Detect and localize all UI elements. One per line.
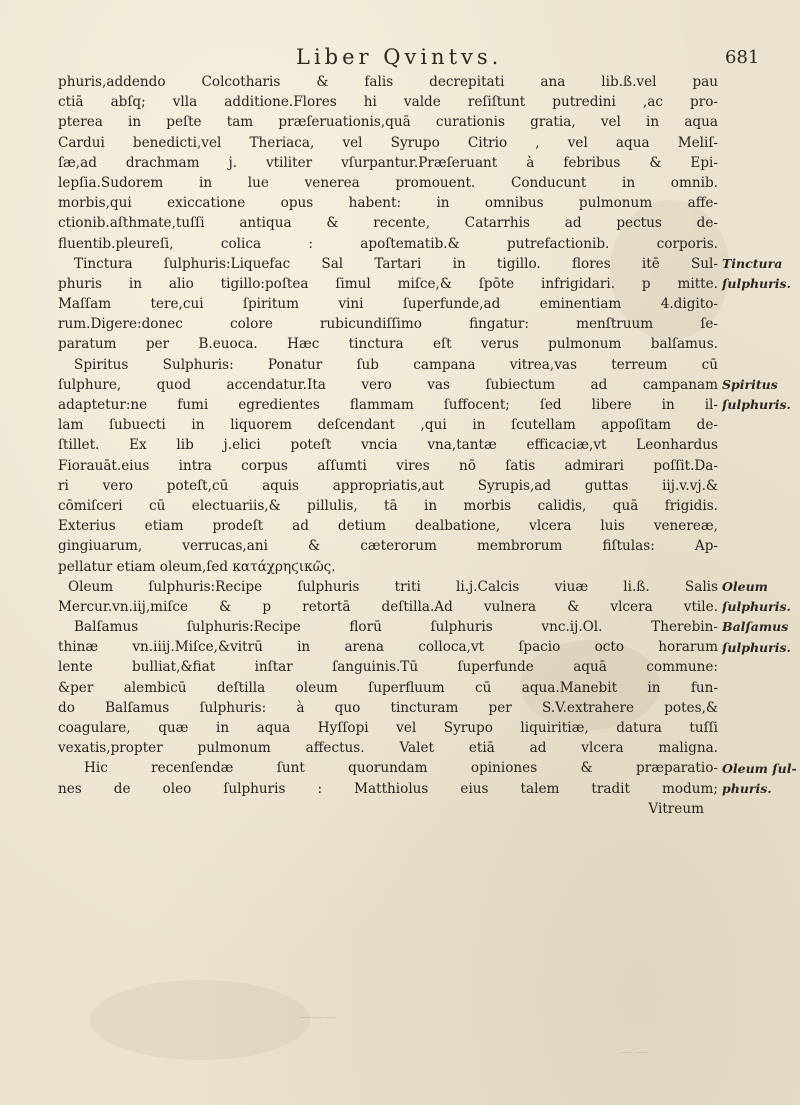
show-through-text: ——— (300, 1010, 336, 1024)
text-line: Hic recenſendæ ſunt quorundam opiniones & præparatio- (84, 760, 718, 777)
margin-note-tinctura: Tinctura (722, 255, 783, 271)
text-line: Cardui benedicti,vel Theriaca, vel Syrupo Citrio , vel aqua Meliſ- (58, 134, 718, 151)
text-line: Tinctura ſulphuris:Liquefac Sal Tartari in tigillo. flores itē Sul- (74, 255, 718, 272)
text-line: fluentib.pleureſi, colica : apoſtematib.& putrefactionib. corporis. (58, 235, 718, 252)
text-line: lente bulliat,&fiat inſtar ſanguinis.Tū ſuperfunde aquā commune: (58, 659, 718, 676)
text-line: ri vero poteſt,cū aquis appropriatis,aut Syrupis,ad guttas iij.v.vj.& (58, 477, 718, 494)
text-line: ctiā abſq; vlla additione.Flores hi valde reſiſtunt putredini ,ac pro- (58, 94, 718, 111)
text-line: phuris in alio tigillo:poſtea ſimul miſce,& ſpōte infrigidari. p mitte. (58, 275, 718, 292)
text-line: pellatur etiam oleum,ſed κατάχρηϛικῶς. (58, 558, 336, 575)
margin-note-oleum-sulphuris-2: phuris. (722, 781, 772, 796)
margin-note-tinctura-2: ſulphuris. (722, 276, 791, 291)
text-line: Mercur.vn.iij,miſce & p retortā deſtilla.Ad vulnera & vlcera vtile. (58, 598, 718, 615)
margin-note-oleum-2: ſulphuris. (722, 599, 791, 615)
text-line: rum.Digere:donec colore rubicundiſſimo fingatur: menſtruum ſe- (58, 316, 718, 333)
running-title: Liber Qvintvs. (296, 45, 503, 69)
margin-note-oleum: Oleum (722, 579, 768, 594)
text-line: Maſſam tere,cui ſpiritum vini ſuperfunde,ad eminentiam 4.digito- (58, 296, 718, 313)
text-line: paratum per B.euoca. Hæc tinctura eſt verus pulmonum balſamus. (58, 336, 718, 353)
text-line: vexatis,propter pulmonum affectus. Valet etiā ad vlcera maligna. (58, 740, 718, 757)
text-line: ctionib.aſthmate,tuſſi antiqua & recente, Catarrhis ad pectus de- (58, 215, 718, 232)
catchword: Vitreum (648, 800, 704, 817)
margin-note-spiritus: Spiritus (722, 377, 778, 392)
body-text (58, 72, 718, 819)
text-line: gingiuarum, verrucas,ani & cæterorum membrorum fiſtulas: Ap- (58, 538, 718, 555)
text-line: thinæ vn.iiij.Miſce,&vitrū in arena colloca,vt ſpacio octo horarum (58, 639, 718, 656)
text-line: &per alembicū deſtilla oleum ſuperfluum cū aqua.Manebit in fun- (58, 679, 718, 696)
margin-note-balsamus: Balſamus (722, 619, 789, 635)
text-line: phuris,addendo Colcotharis & falis decrepitati ana lib.ß.vel pau (58, 74, 718, 90)
text-line: lam ſubuecti in liquorem deſcendant ,qui in ſcutellam appoſitam de- (58, 417, 718, 434)
text-line: ſtillet. Ex lib j.elici poteſt vncia vna,tantæ efficaciæ,vt Leonhardus (58, 437, 718, 454)
text-line: Spiritus Sulphuris: Ponatur ſub campana vitrea,vas terreum cū (74, 356, 718, 373)
show-through-text: — — (620, 1045, 648, 1059)
text-line: nes de oleo ſulphuris : Matthiolus eius talem tradit modum; (58, 780, 718, 797)
text-line: Balſamus ſulphuris:Recipe florū ſulphuris vnc.ij.Ol. Therebin- (74, 619, 718, 636)
text-line: adaptetur:ne fumi egredientes flammam ſuffocent; ſed libere in il- (58, 397, 718, 413)
text-line: Oleum ſulphuris:Recipe ſulphuris triti li.j.Calcis viuæ li.ß. Salis (68, 578, 718, 595)
text-line: Fiorauāt.eius intra corpus aſſumti vires nō ſatis admirari poſſit.Da- (58, 457, 718, 474)
text-line: lepſia.Sudorem in lue venerea promouent. Conducunt in omnib. (58, 174, 718, 191)
page-number: 681 (725, 47, 760, 68)
text-line: morbis,qui exiccatione opus habent: in omnibus pulmonum affe- (58, 195, 718, 212)
margin-note-oleum-sulphuris: Oleum ſul- (722, 760, 797, 776)
text-line: Exterius etiam prodeſt ad detium dealbatione, vlcera luis venereæ, (58, 518, 718, 535)
text-line: ſæ,ad drachmam j. vtiliter vſurpantur.Præſeruant à febribus & Epi- (58, 154, 718, 171)
text-line: pterea in peſte tam præſeruationis,quā curationis gratia, vel in aqua (58, 114, 718, 131)
margin-note-balsamus-2: ſulphuris. (722, 639, 791, 655)
text-line: do Balſamus ſulphuris: à quo tincturam per S.V.extrahere potes,& (58, 699, 718, 716)
text-line: coagulare, quæ in aqua Hyſſopi vel Syrupo liquiritiæ, datura tuſſi (58, 720, 718, 736)
margin-note-spiritus-2: ſulphuris. (722, 397, 791, 413)
text-line: ſulphure, quod accendatur.Ita vero vas ſubiectum ad campanam (58, 376, 718, 393)
paper-stain (90, 980, 310, 1060)
text-line: cōmiſceri cū electuariis,& pillulis, tā in morbis calidis, quā frigidis. (58, 497, 718, 514)
